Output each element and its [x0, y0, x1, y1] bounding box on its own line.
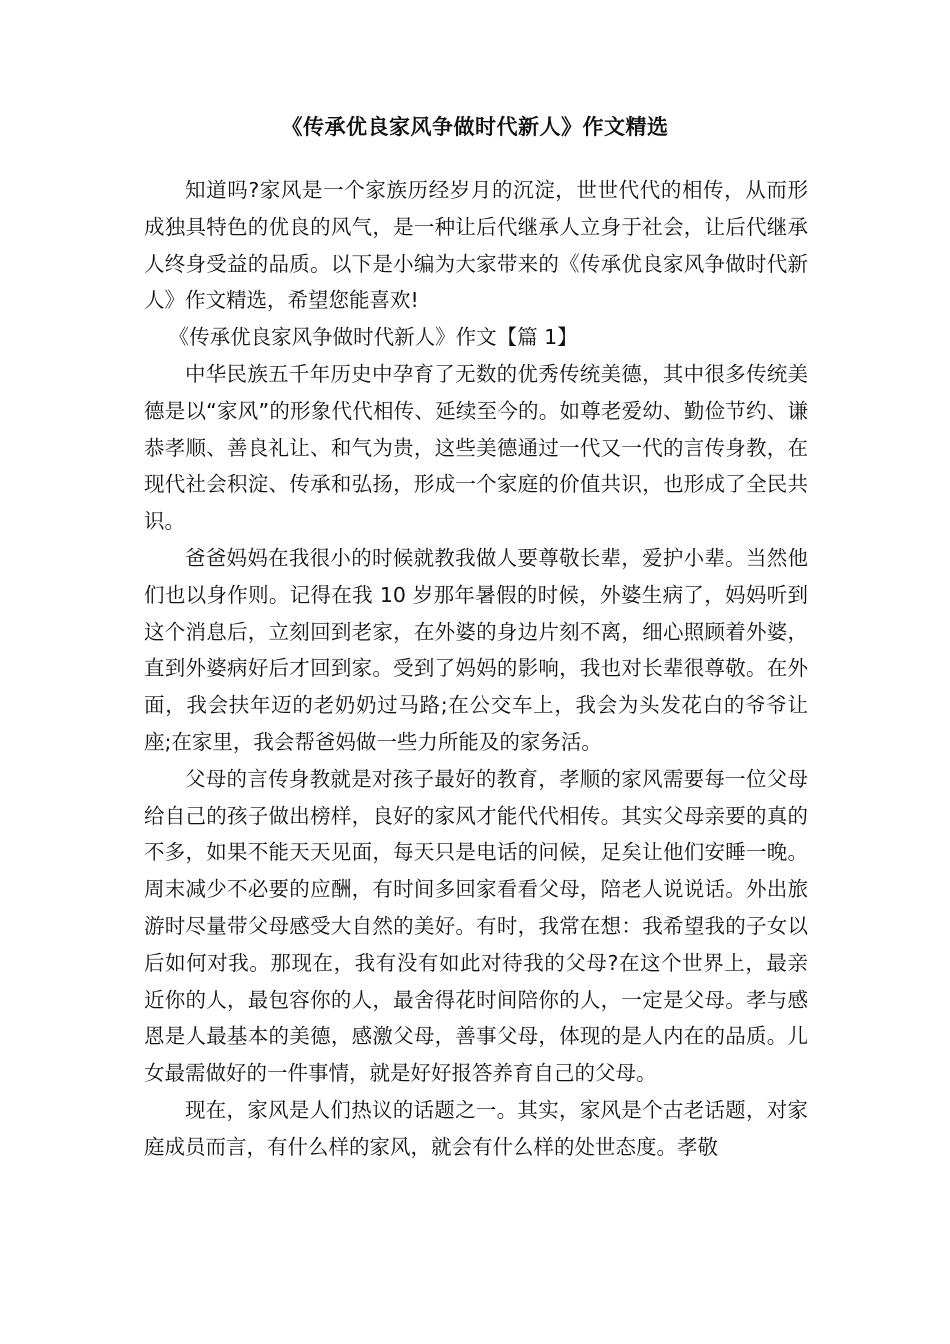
document-title: 《传承优良家风争做时代新人》作文精选: [281, 115, 669, 139]
body-paragraph: 爸爸妈妈在我很小的时候就教我做人要尊敬长辈，爱护小辈。当然他们也以身作则。记得在我 10 岁那年暑假的时候，外婆生病了，妈妈听到这个消息后，立刻回到老家，在外婆的身边片刻不离，细心照顾着外婆，直到外婆病好后才回到家。受到了妈妈的影响，我也对长辈很尊敬。在外面，我会扶年迈的老奶奶过马路;在公交车上，我会为头发花白的爷爷让座;在家里，我会帮爸妈做一些力所能及的家务活。: [144, 545, 808, 754]
body-paragraph: 父母的言传身教就是对孩子最好的教育，孝顺的家风需要每一位父母给自己的孩子做出榜样，良好的家风才能代代相传。其实父母亲要的真的不多，如果不能天天见面，每天只是电话的问候，足矣让他们安睡一晚。周末减少不必要的应酬，有时间多回家看看父母，陪老人说说话。外出旅游时尽量带父母感受大自然的美好。有时，我常在想：我希望我的子女以后如何对我。那现在，我有没有如此对待我的父母?在这个世界上，最亲近你的人，最包容你的人，最舍得花时间陪你的人，一定是父母。孝与感恩是人最基本的美德，感激父母，善事父母，体现的是人内在的品质。儿女最需做好的一件事情，就是好好报答养育自己的父母。: [144, 766, 808, 1086]
body-paragraph: 中华民族五千年历史中孕育了无数的优秀传统美德，其中很多传统美德是以“家风”的形象代代相传、延续至今的。如尊老爱幼、勤俭节约、谦恭孝顺、善良礼让、和气为贵，这些美德通过一代又一代的言传身教，在现代社会积淀、传承和弘扬，形成一个家庭的价值共识，也形成了全民共识。: [144, 361, 808, 534]
document-body: [144, 172, 808, 1166]
body-paragraph: 现在，家风是人们热议的话题之一。其实，家风是个古老话题，对家庭成员而言，有什么样的家风，就会有什么样的处世态度。孝敬: [144, 1097, 808, 1159]
section-heading: 《传承优良家风争做时代新人》作文【篇 1】: [168, 325, 578, 350]
intro-paragraph: 知道吗?家风是一个家族历经岁月的沉淀，世世代代的相传，从而形成独具特色的优良的风气，是一种让后代继承人立身于社会，让后代继承人终身受益的品质。以下是小编为大家带来的《传承优良家风争做时代新人》作文精选，希望您能喜欢!: [144, 178, 808, 313]
